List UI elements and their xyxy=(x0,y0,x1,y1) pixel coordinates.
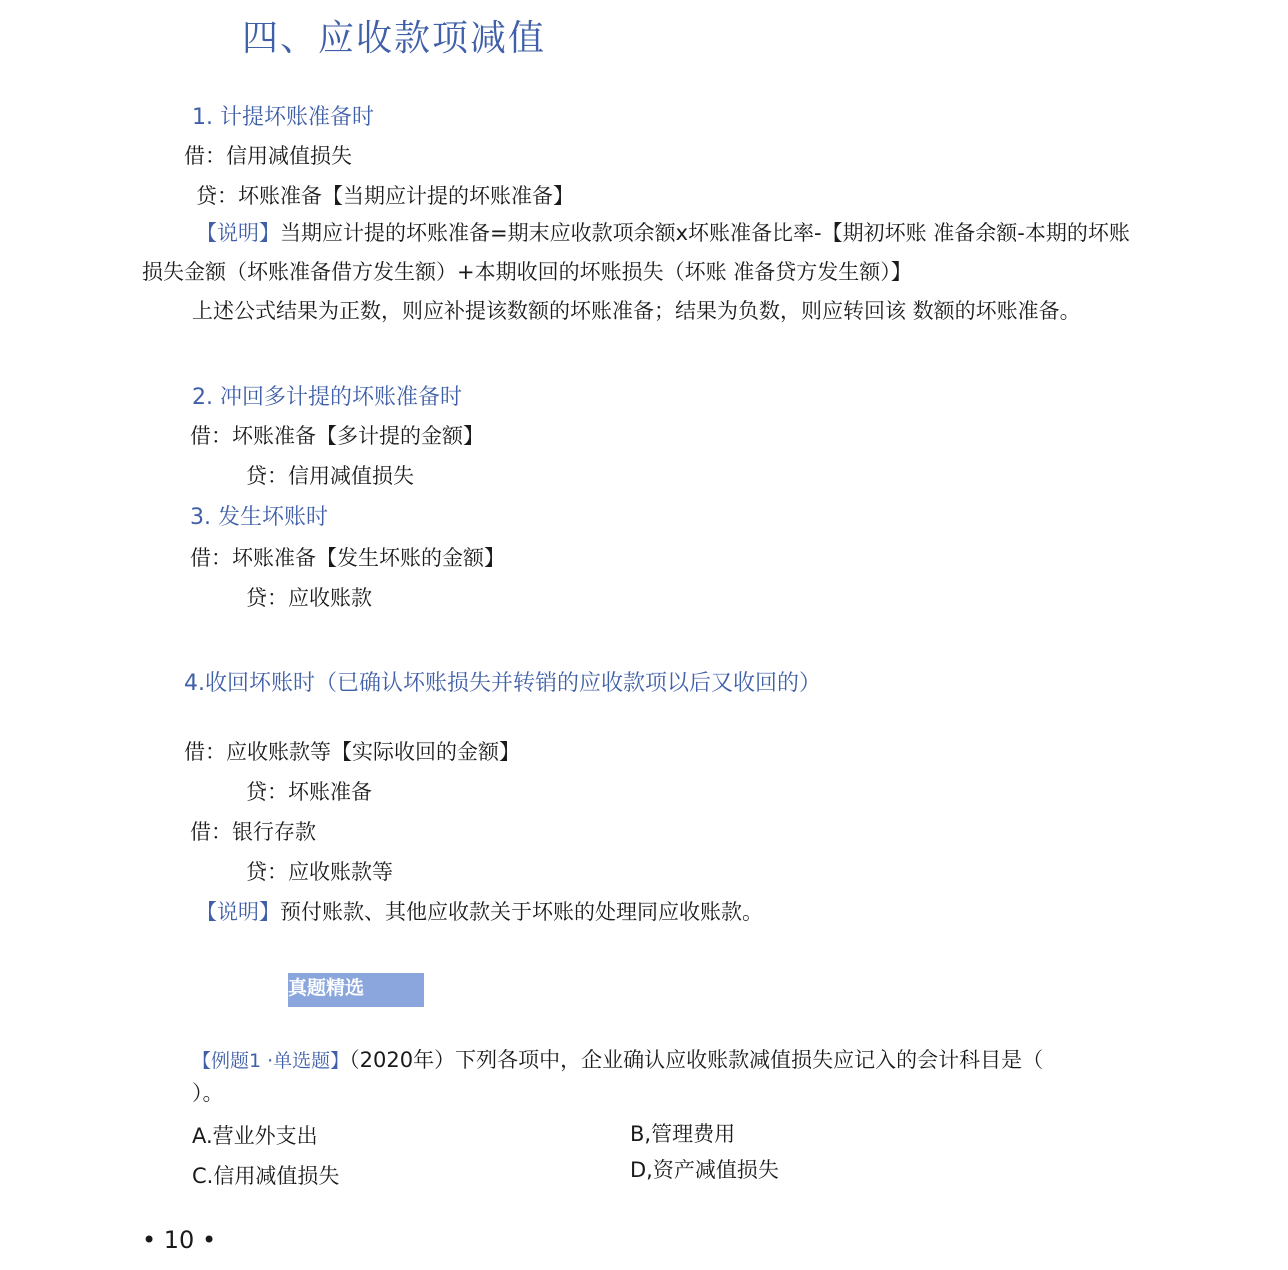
note-tag: 【说明】 xyxy=(196,900,280,924)
section-1-heading: 1. 计提坏账准备时 xyxy=(192,105,374,130)
section-4-credit-2: 贷：应收账款等 xyxy=(246,860,393,884)
question-tag: 【例题1 ·单选题】 xyxy=(192,1050,350,1072)
option-d: D,资产减值损失 xyxy=(630,1158,779,1182)
section-3-credit: 贷：应收账款 xyxy=(246,586,372,610)
question-text: （2020年）下列各项中，企业确认应收账款减值损失应记入的会计科目是（ ）。 xyxy=(192,1048,1044,1105)
section-4-heading: 4.收回坏账时（已确认坏账损失并转销的应收款项以后又收回的） xyxy=(184,671,821,696)
note-text: 当期应计提的坏账准备=期末应收款项余额x坏账准备比率-【期初坏账 准备余额-本期的坏账损失金额（坏账准备借方发生额）+本期收回的坏账损失（坏账 准备贷方发生额）】 xyxy=(142,221,1130,284)
option-a: A.营业外支出 xyxy=(192,1124,318,1148)
section-3-debit: 借：坏账准备【发生坏账的金额】 xyxy=(190,546,505,570)
real-exam-label: 真题精选 xyxy=(288,973,424,1007)
section-1-note xyxy=(142,214,1132,292)
option-c: C.信用减值损失 xyxy=(192,1164,340,1188)
section-1-debit: 借：信用减值损失 xyxy=(184,144,352,168)
example-question xyxy=(192,1044,1052,1109)
section-2-debit: 借：坏账准备【多计提的金额】 xyxy=(190,424,484,448)
section-4-credit-1: 贷：坏账准备 xyxy=(246,780,372,804)
page-title: 四、应收款项减值 xyxy=(242,18,547,59)
section-4-debit-1: 借：应收账款等【实际收回的金额】 xyxy=(184,740,520,764)
section-1-note-2: 上述公式结果为正数，则应补提该数额的坏账准备；结果为负数，则应转回该 数额的坏账准备。 xyxy=(192,299,1081,323)
section-3-heading: 3. 发生坏账时 xyxy=(190,505,328,530)
page-number: • 10 • xyxy=(142,1226,217,1254)
section-1-credit: 贷：坏账准备【当期应计提的坏账准备】 xyxy=(196,184,574,208)
note-tag: 【说明】 xyxy=(196,221,280,245)
option-b: B,管理费用 xyxy=(630,1122,736,1146)
section-4-note xyxy=(196,896,763,926)
note-text: 预付账款、其他应收款关于坏账的处理同应收账款。 xyxy=(280,900,763,924)
section-4-debit-2: 借：银行存款 xyxy=(190,820,316,844)
section-2-credit: 贷：信用减值损失 xyxy=(246,464,414,488)
section-2-heading: 2. 冲回多计提的坏账准备时 xyxy=(192,385,462,410)
